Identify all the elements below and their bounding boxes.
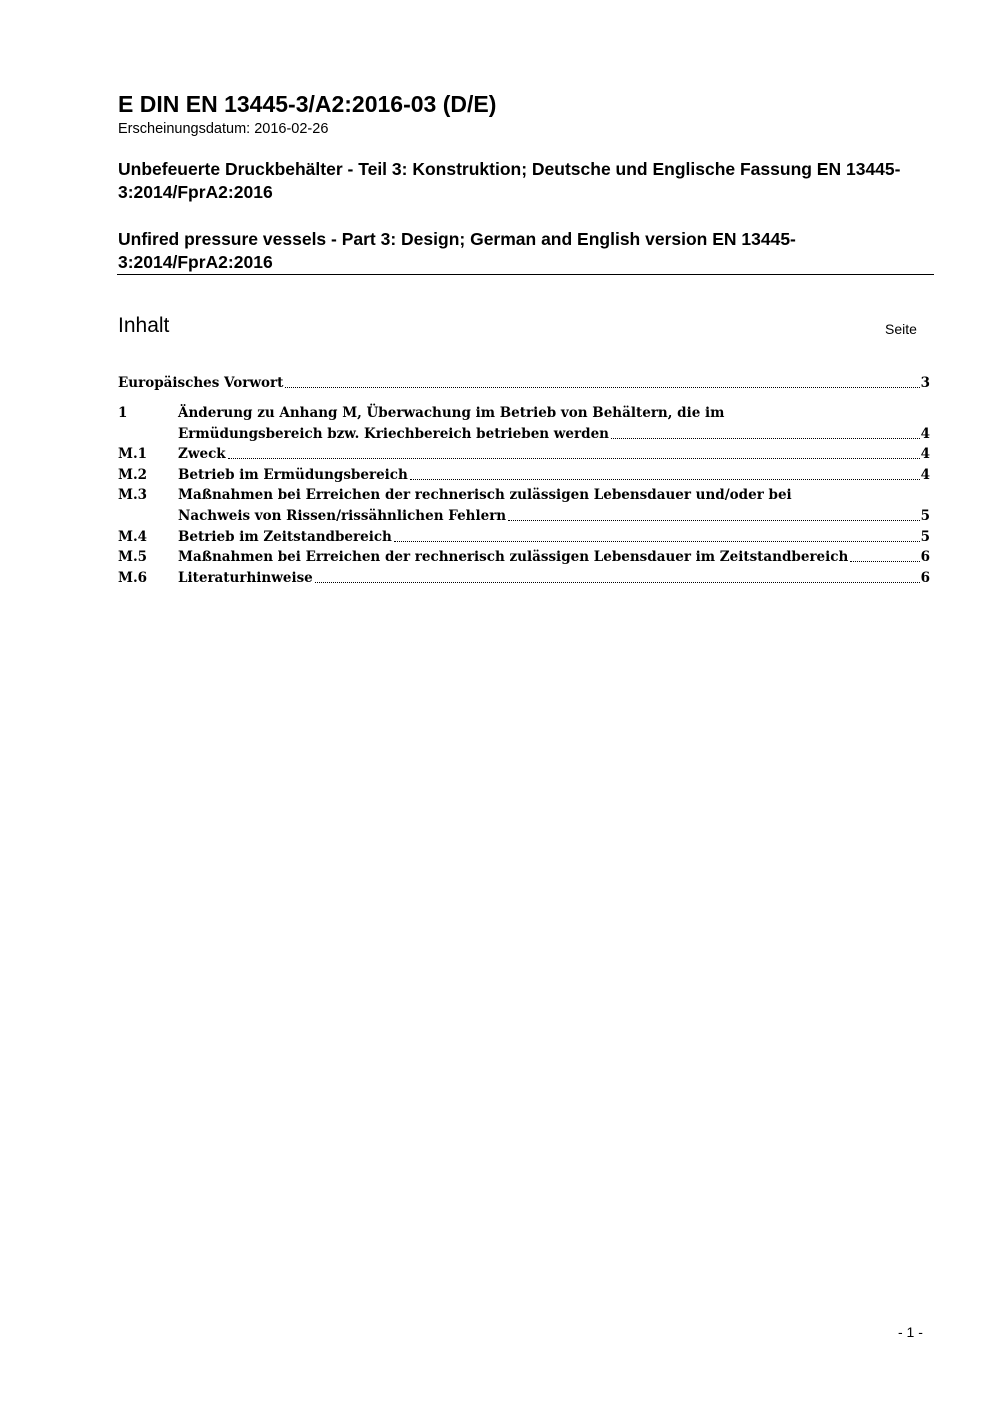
toc-entry[interactable] (118, 566, 930, 586)
toc-entry-title: Betrieb im Zeitstandbereich (178, 529, 392, 545)
toc-entry-number: M.5 (118, 549, 148, 565)
toc-entry-title: Literaturhinweise (178, 570, 313, 586)
toc-entry-page: 5 (920, 508, 930, 524)
toc-entry-number: M.6 (118, 570, 148, 586)
toc-dot-leader (394, 535, 920, 542)
toc-entry-number: M.4 (118, 529, 148, 545)
toc-entry[interactable] (118, 545, 930, 565)
toc-entry[interactable] (118, 442, 930, 462)
page-number: - 1 - (898, 1324, 923, 1340)
toc-entry-title: Nachweis von Rissen/rissähnlichen Fehlern (178, 508, 507, 524)
toc-entry-number: M.1 (118, 446, 148, 462)
publication-date (118, 121, 328, 137)
toc-dot-leader (508, 514, 919, 521)
toc-entry[interactable] (118, 463, 930, 483)
toc-entry-page: 4 (920, 426, 930, 442)
toc-entry-number: 1 (118, 405, 128, 421)
toc-entry-title: Maßnahmen bei Erreichen der rechnerisch zulässigen Lebensdauer und/oder bei (178, 487, 792, 503)
header-divider (117, 274, 934, 275)
title-english: Unfired pressure vessels - Part 3: Design; German and English version EN 13445-3:2014/FprA2:2016 (118, 229, 796, 272)
toc-dot-leader (315, 576, 920, 583)
toc-entry-page: 6 (920, 549, 930, 565)
toc-entry-title: Maßnahmen bei Erreichen der rechnerisch zulässigen Lebensdauer im Zeitstandbereich (178, 549, 849, 565)
toc-entry-title: Zweck (178, 446, 226, 462)
toc-entry-line[interactable] (118, 483, 930, 503)
toc-entry[interactable] (178, 504, 930, 524)
toc-entry-title: Betrieb im Ermüdungsbereich (178, 467, 408, 483)
toc-entry-page: 5 (920, 529, 930, 545)
toc-entry[interactable] (118, 371, 930, 391)
document-code: E DIN EN 13445-3/A2:2016-03 (D/E) (118, 91, 497, 117)
toc-entry-page: 6 (920, 570, 930, 586)
publication-date-value: 2016-02-26 (254, 121, 329, 137)
toc-entry-title: Europäisches Vorwort (118, 375, 284, 391)
toc-entry[interactable] (178, 422, 930, 442)
toc-dot-leader (285, 381, 919, 388)
toc-entry-number: M.2 (118, 467, 148, 483)
toc-entry-page: 3 (920, 375, 930, 391)
title-german: Unbefeuerte Druckbehälter - Teil 3: Konstruktion; Deutsche und Englische Fassung EN 13445-3:2014/FprA2:2016 (118, 159, 901, 202)
toc-dot-leader (410, 473, 920, 480)
toc-entry-title: Ermüdungsbereich bzw. Kriechbereich betrieben werden (178, 426, 609, 442)
toc-heading: Inhalt (118, 314, 170, 337)
toc-entry-number: M.3 (118, 487, 148, 503)
toc-dot-leader (850, 555, 919, 562)
toc-entry-line[interactable] (118, 401, 930, 421)
toc-dot-leader (228, 452, 920, 459)
toc-entry[interactable] (118, 525, 930, 545)
toc-dot-leader (611, 432, 920, 439)
toc-entry-title: Änderung zu Anhang M, Überwachung im Betrieb von Behältern, die im (178, 405, 725, 421)
publication-date-label: Erscheinungsdatum: (118, 121, 251, 137)
toc-entry-page: 4 (920, 446, 930, 462)
toc-entry-page: 4 (920, 467, 930, 483)
toc-page-column-label: Seite (885, 321, 917, 337)
